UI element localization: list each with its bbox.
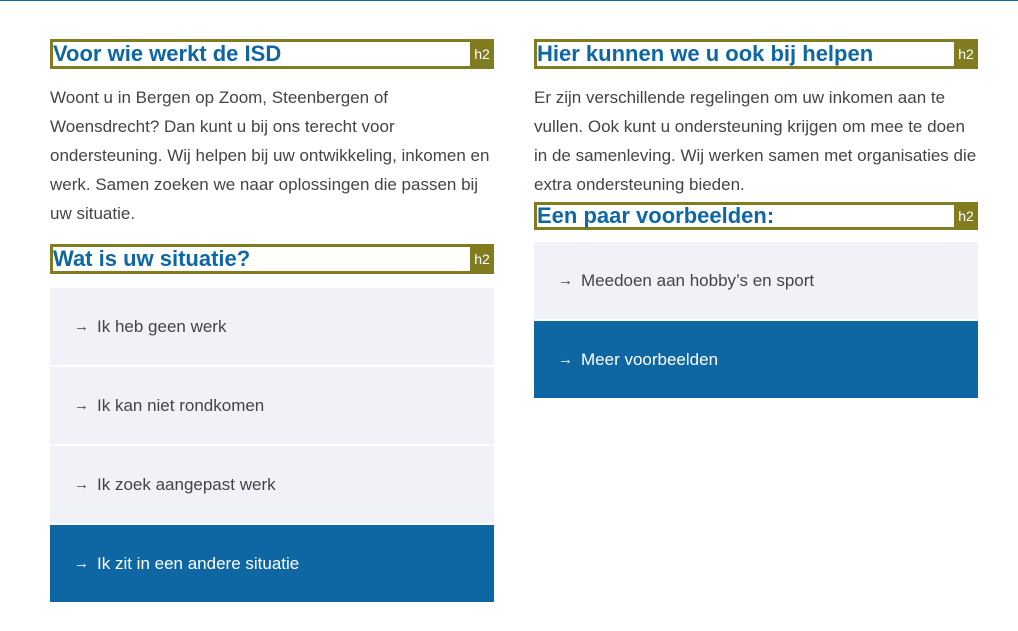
intro-text: Er zijn verschillende regelingen om uw inkomen aan te vullen. Ook kunt u ondersteuning krijgen om mee te doen in de samenleving. Wij werken samen met organisaties die extra ondersteuning bieden. bbox=[534, 88, 977, 194]
link-label: Ik zoek aangepast werk bbox=[97, 474, 276, 494]
link-geen-werk[interactable] bbox=[50, 288, 494, 365]
link-label: Ik kan niet rondkomen bbox=[97, 395, 265, 415]
arrow-right-icon: → bbox=[74, 318, 89, 335]
h2-tag: h2 bbox=[470, 39, 494, 69]
arrow-right-icon: → bbox=[74, 555, 89, 572]
heading-voorbeelden bbox=[534, 202, 978, 230]
h2-tag: h2 bbox=[954, 39, 978, 69]
heading-text: Wat is uw situatie? bbox=[53, 247, 251, 271]
heading-voor-wie bbox=[50, 39, 494, 69]
link-niet-rondkomen[interactable] bbox=[50, 367, 494, 444]
arrow-right-icon: → bbox=[558, 272, 573, 289]
h2-tag: h2 bbox=[954, 202, 978, 230]
heading-text: Hier kunnen we u ook bij helpen bbox=[537, 42, 874, 66]
link-label: Ik heb geen werk bbox=[97, 316, 227, 336]
link-hobbys-sport[interactable] bbox=[534, 242, 978, 319]
link-label: Ik zit in een andere situatie bbox=[97, 553, 300, 573]
h2-tag: h2 bbox=[470, 244, 494, 274]
left-column bbox=[50, 39, 494, 604]
heading-ook-helpen bbox=[534, 39, 978, 69]
arrow-right-icon: → bbox=[74, 476, 89, 493]
link-meer-voorbeelden[interactable] bbox=[534, 321, 978, 398]
link-andere-situatie[interactable] bbox=[50, 525, 494, 602]
link-label: Meer voorbeelden bbox=[581, 349, 719, 369]
heading-situatie bbox=[50, 244, 494, 274]
heading-text: Voor wie werkt de ISD bbox=[53, 42, 282, 66]
right-column bbox=[534, 39, 978, 400]
arrow-right-icon: → bbox=[558, 351, 573, 368]
heading-text: Een paar voorbeelden: bbox=[537, 204, 775, 228]
arrow-right-icon: → bbox=[74, 397, 89, 414]
link-aangepast-werk[interactable] bbox=[50, 446, 494, 523]
intro-text: Woont u in Bergen op Zoom, Steenbergen of Woensdrecht? Dan kunt u bij ons terecht voor ondersteuning. Wij helpen bij uw ontwikkeling, inkomen en werk. Samen zoeken we naar oplossingen die passen bij uw situatie. bbox=[50, 88, 490, 223]
link-label: Meedoen aan hobby’s en sport bbox=[581, 270, 815, 290]
